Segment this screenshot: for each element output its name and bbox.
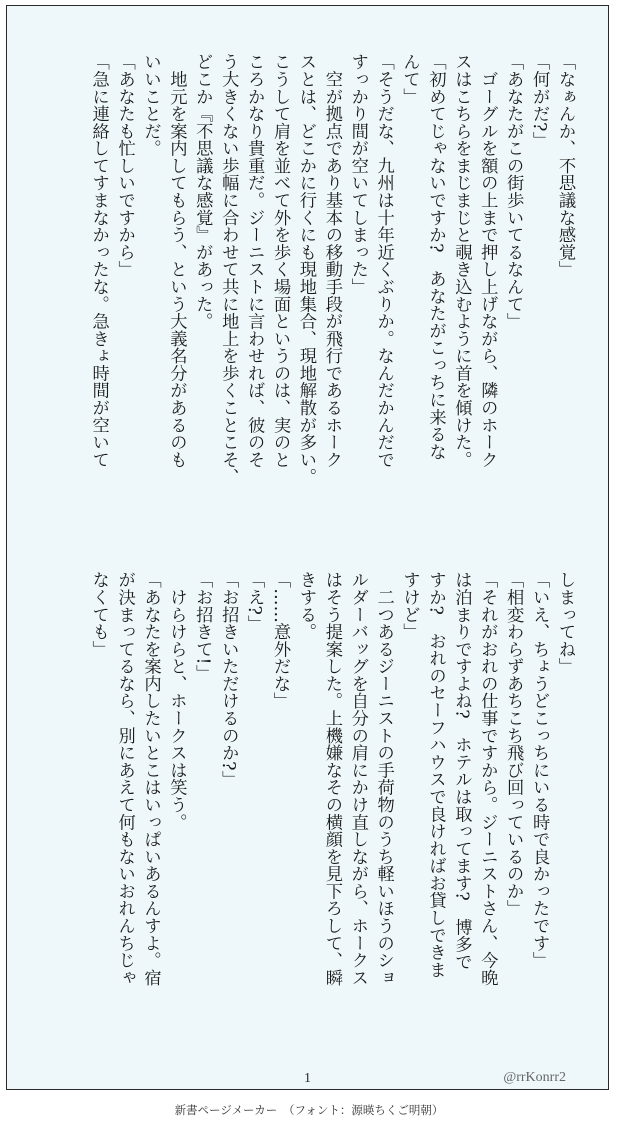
text-line: いいことだ。: [140, 53, 161, 157]
author-credit: @rrKonrr2: [503, 1070, 566, 1085]
text-line: はそう提案した。上機嫌なその横顔を見下ろして、瞬: [321, 571, 342, 986]
text-line: 地元を案内してもらう、という大義名分があるのも: [166, 53, 187, 468]
text-line: 「急に連絡してすまなかったな。急きょ時間が空いて: [88, 53, 109, 468]
text-line: が決まってるなら、別にあえて何もないおれんちじゃ: [114, 571, 135, 986]
text-line: なくても」: [88, 571, 109, 658]
text-block-top: [37, 53, 577, 523]
text-line: 「そうだな、九州は十年近くぶりか。なんだかんだで: [373, 53, 394, 468]
text-line: 「……意外だな」: [270, 571, 291, 710]
text-line: 「それがおれの仕事ですから。ジーニストさん、今晩: [477, 571, 498, 986]
text-line: 「何がだ?」: [529, 53, 550, 149]
text-line: ルダーバッグを自分の肩にかけ直しながら、ホークス: [347, 571, 368, 986]
text-line: んて」: [399, 53, 420, 105]
text-line: 「なぁんか、不思議な感覚」: [555, 53, 575, 278]
text-line: 「あなたも忙しいですから」: [114, 53, 135, 278]
text-line: 「お招きいただけるのか?」: [218, 571, 239, 788]
text-line: 空が拠点であり基本の移動手段が飛行であるホーク: [321, 53, 342, 468]
generator-footer: 新書ページメーカー （フォント：源暎ちくご明朝）: [174, 1103, 444, 1117]
text-line: こうして肩を並べて外を歩く場面というのは、実のと: [270, 53, 291, 468]
text-line: 「え?」: [244, 571, 265, 633]
text-block-bottom: [37, 571, 577, 1041]
text-line: しまってね」: [555, 571, 575, 675]
text-line: どこか『不思議な感覚』があった。: [192, 53, 213, 330]
text-line: スとは、どこかに行くにも現地集合、現地解散が多い。: [295, 53, 316, 486]
text-line: 「いえ、ちょうどこっちにいる時で良かったです」: [529, 571, 550, 969]
text-line: 「あなたがこの街歩いてるなんて」: [503, 53, 524, 330]
text-line: 「お招きて!」: [192, 571, 213, 682]
text-line: は泊まりですよね? ホテルは取ってます? 博多で: [451, 571, 472, 970]
text-line: スはこちらをまじまじと覗き込むように首を傾けた。: [451, 53, 472, 468]
text-line: けらけらと、ホークスは笑う。: [166, 571, 187, 831]
text-line: 二つあるジーニストの手荷物のうち軽いほうのショ: [373, 571, 394, 986]
manuscript-page: [6, 5, 609, 1090]
text-line: すっかり間が空いてしまった」: [347, 53, 368, 296]
text-line: ころかなり貴重だ。ジーニストに言わせれば、彼のそ: [244, 53, 265, 468]
text-line: すけど」: [399, 571, 420, 641]
text-line: きする。: [295, 571, 316, 641]
text-line: 「相変わらずあちこち飛び回っているのか」: [503, 571, 524, 917]
text-line: 「あなたを案内したいとこはいっぱいあるんすよ。宿: [140, 571, 161, 986]
page-number: 1: [304, 1071, 311, 1086]
text-line: 「初めてじゃないですか? あなたがこっちに来るな: [425, 53, 446, 460]
text-line: すか? おれのセーフハウスで良ければお貸しできま: [425, 571, 446, 978]
text-line: ゴーグルを額の上まで押し上げながら、隣のホーク: [477, 53, 498, 468]
text-line: う大きくない歩幅に合わせて共に地上を歩くことこそ、: [218, 53, 239, 486]
